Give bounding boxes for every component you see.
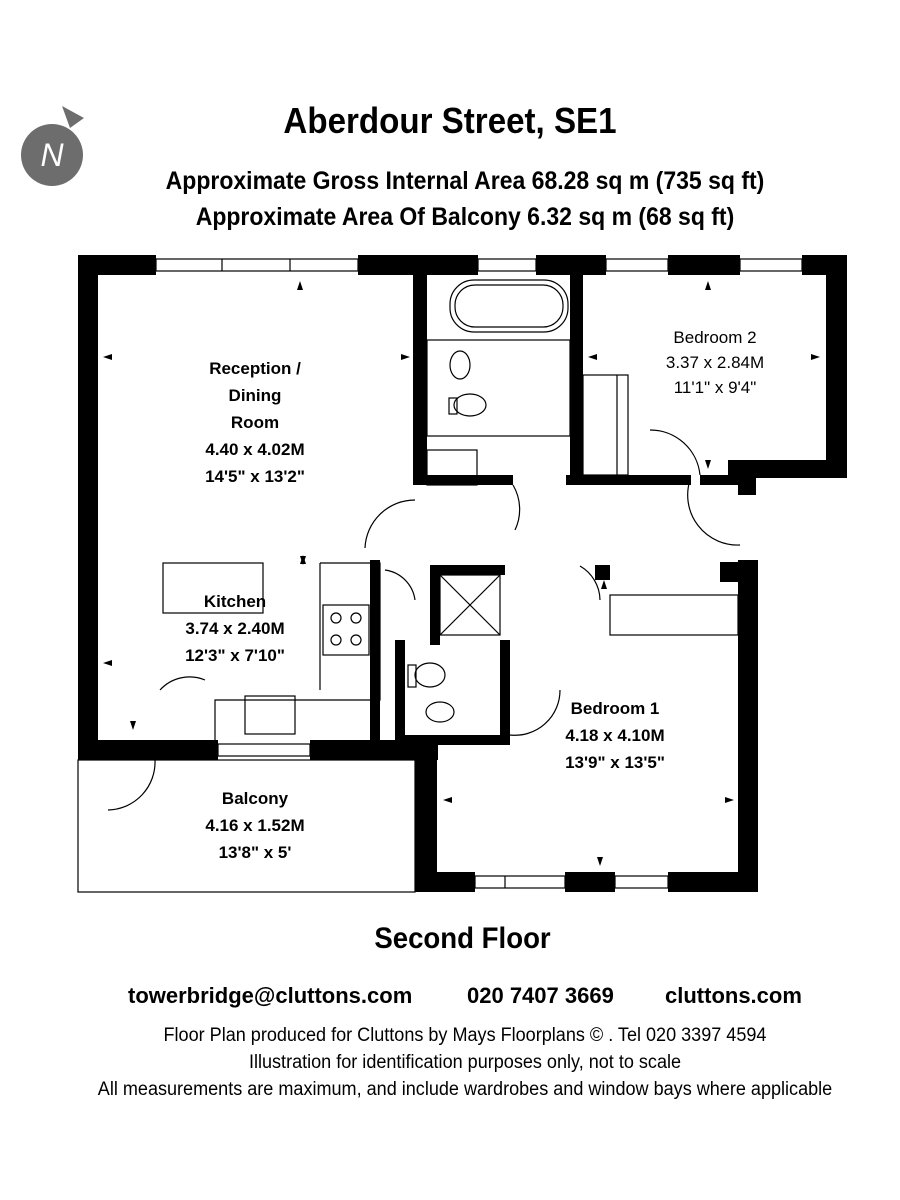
footer-disclaimer: Illustration for identification purposes only, not to scale	[248, 1052, 682, 1073]
bedroom2-label: Bedroom 2 3.37 x 2.84M 11'1" x 9'4"	[665, 328, 765, 397]
contact-website[interactable]: cluttons.com	[665, 983, 802, 1008]
reception-label: Reception / Dining Room 4.40 x 4.02M 14'5" x 13'2"	[205, 359, 305, 486]
balcony-label: Balcony 4.16 x 1.52M 13'8" x 5'	[205, 789, 305, 862]
north-compass-icon	[21, 106, 84, 186]
contact-email[interactable]: towerbridge@cluttons.com	[128, 983, 413, 1008]
floor-label: Second Floor	[374, 922, 551, 955]
kitchen-label: Kitchen 3.74 x 2.40M 12'3" x 7'10"	[185, 592, 285, 665]
gross-internal-area: Approximate Gross Internal Area 68.28 sq m (735 sq ft)	[165, 167, 765, 195]
balcony-area: Approximate Area Of Balcony 6.32 sq m (68 sq ft)	[195, 203, 735, 231]
contact-phone[interactable]: 020 7407 3669	[467, 983, 614, 1008]
footer-credit: Floor Plan produced for Cluttons by Mays Floorplans © . Tel 020 3397 4594	[163, 1025, 767, 1046]
compass-north-label: N	[40, 137, 64, 173]
plan-title: Aberdour Street, SE1	[283, 100, 617, 141]
bedroom1-label: Bedroom 1 4.18 x 4.10M 13'9" x 13'5"	[565, 699, 665, 772]
footer-measurements-note: All measurements are maximum, and include wardrobes and window bays where applicable	[97, 1079, 833, 1100]
